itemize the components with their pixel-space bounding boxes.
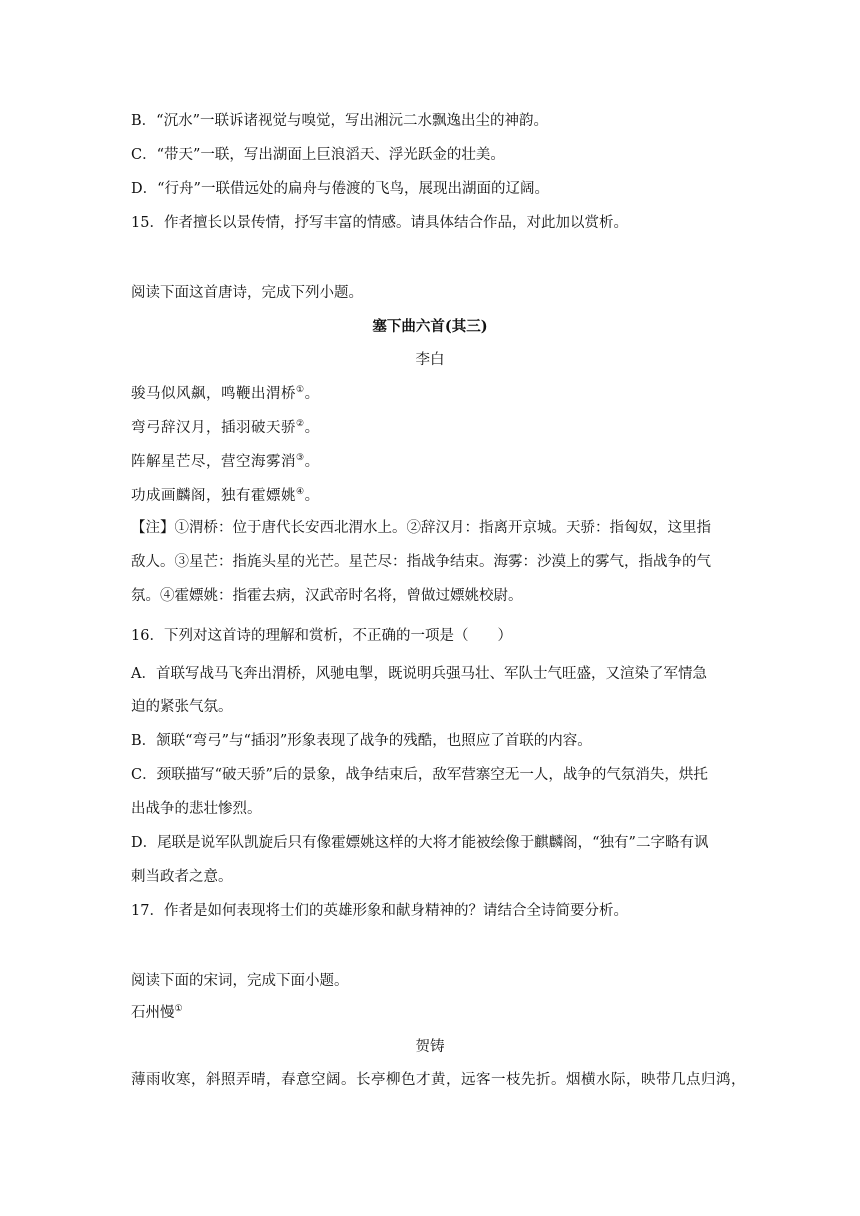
ci-line-1: 薄雨收寒，斜照弄晴，春意空阔。长亭柳色才黄，远客一枝先折。烟横水际，映带几点归鸿，	[131, 1072, 746, 1088]
footnote-marker: ①	[174, 1004, 183, 1015]
section3-intro: 阅读下面的宋词，完成下面小题。	[131, 973, 349, 989]
q14-option-d: D．“行舟”一联借远处的扁舟与倦渡的飞鸟，展现出湖面的辽阔。	[131, 181, 549, 197]
poem-line-3: 阵解星芒尽，营空海雾消③。	[131, 453, 320, 470]
footnote-marker: ③	[296, 453, 305, 464]
ci-title: 石州慢①	[131, 1004, 183, 1021]
footnote-marker: ①	[296, 385, 305, 396]
q16-option-d-line-2: 刺当政者之意。	[131, 869, 233, 885]
footnote-marker: ④	[296, 487, 305, 498]
q16-option-c-line-2: 出战争的悲壮惨烈。	[131, 801, 262, 817]
poem-title: 塞下曲六首(其三)	[372, 318, 488, 335]
question-17: 17．作者是如何表现将士们的英雄形象和献身精神的？请结合全诗简要分析。	[131, 903, 628, 919]
poem-line-2: 弯弓辞汉月，插羽破天骄②。	[131, 419, 320, 436]
section2-intro: 阅读下面这首唐诗，完成下列小题。	[131, 285, 363, 301]
q14-option-c: C．“带天”一联，写出湖面上巨浪滔天、浮光跃金的壮美。	[131, 147, 505, 163]
question-15: 15．作者擅长以景传情，抒写丰富的情感。请具体结合作品，对此加以赏析。	[131, 215, 628, 231]
notes-line-1: 【注】①渭桥：位于唐代长安西北渭水上。②辞汉月：指离开京城。天骄：指匈奴，这里指	[131, 520, 711, 536]
q14-option-b: B．“沉水”一联诉诸视觉与嗅觉，写出湘沅二水飘逸出尘的神韵。	[131, 113, 548, 129]
question-16-stem: 16．下列对这首诗的理解和赏析，不正确的一项是（ ）	[131, 628, 512, 644]
q16-option-d-line-1: D．尾联是说军队凯旋后只有像霍嫖姚这样的大将才能被绘像于麒麟阁，“独有”二字略有讽	[131, 835, 709, 851]
poem-line-1: 骏马似风飙，鸣鞭出渭桥①。	[131, 385, 320, 402]
poem-author: 李白	[415, 352, 445, 368]
q16-option-b: B．颔联“弯弓”与“插羽”形象表现了战争的残酷，也照应了首联的内容。	[131, 733, 592, 749]
q16-option-a-line-1: A．首联写战马飞奔出渭桥，风驰电掣，既说明兵强马壮、军队士气旺盛，又渲染了军情急	[131, 666, 707, 682]
footnote-marker: ②	[296, 419, 305, 430]
notes-line-3: 氛。④霍嫖姚：指霍去病，汉武帝时名将，曾做过嫖姚校尉。	[131, 588, 523, 604]
poem-line-4: 功成画麟阁，独有霍嫖姚④。	[131, 487, 320, 504]
q16-option-a-line-2: 迫的紧张气氛。	[131, 699, 233, 715]
ci-author: 贺铸	[415, 1039, 445, 1055]
q16-option-c-line-1: C．颈联描写“破天骄”后的景象，战争结束后，敌军营寨空无一人，战争的气氛消失，烘托	[131, 767, 708, 783]
notes-line-2: 敌人。③星芒：指旄头星的光芒。星芒尽：指战争结束。海雾：沙漠上的雾气，指战争的气	[131, 554, 711, 570]
